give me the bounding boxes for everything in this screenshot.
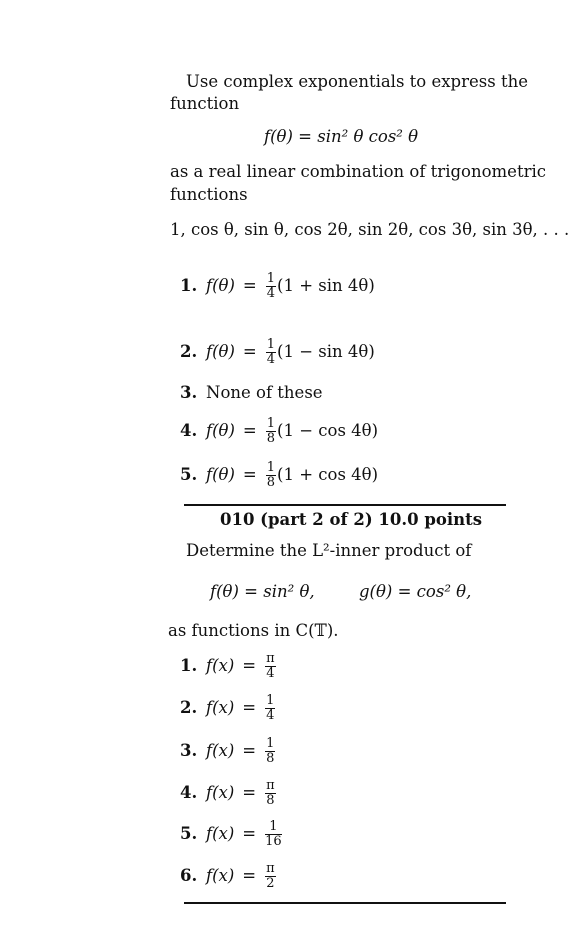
- choice-lhs: f(x): [206, 698, 235, 717]
- choice-number: 2.: [180, 698, 198, 717]
- choice-number: 5.: [180, 465, 198, 484]
- q9-choice-4[interactable]: 4. f(θ) = $\frac{1}{8}$ (1 − cos 4θ): [180, 416, 379, 446]
- section-divider: [184, 504, 506, 506]
- q9-combo-line1: as a real linear combination of trigonometric: [170, 162, 546, 181]
- fraction: $\frac{\pi}{2}$: [266, 861, 275, 891]
- fraction: $\frac{1}{8}$: [266, 460, 276, 490]
- q10-g-definition: g(θ) = cos² θ,: [359, 582, 472, 601]
- choice-number: 1.: [180, 656, 198, 675]
- choice-lhs: f(θ): [206, 421, 235, 440]
- choice-rest: (1 + sin 4θ): [277, 276, 375, 295]
- choice-rest: (1 + cos 4θ): [277, 465, 379, 484]
- q9-basis-list: 1, cos θ, sin θ, cos 2θ, sin 2θ, cos 3θ, sin 3θ, . . .: [170, 220, 570, 239]
- q10-choice-3[interactable]: 3. f(x) = $\frac{1}{8}$: [180, 736, 275, 766]
- choice-lhs: f(x): [206, 741, 235, 760]
- q9-function-display: f(θ) = sin² θ cos² θ: [264, 127, 419, 146]
- q10-choice-5[interactable]: 5. f(x) = $\frac{1}{16}$: [180, 819, 282, 849]
- q10-choice-6[interactable]: 6. f(x) = $\frac{\pi}{2}$: [180, 861, 275, 891]
- q9-intro-line1: Use complex exponentials to express the: [186, 72, 528, 91]
- q10-prompt: Determine the L²-inner product of: [186, 541, 472, 560]
- choice-lhs: f(x): [206, 783, 235, 802]
- q10-choice-2[interactable]: 2. f(x) = $\frac{1}{4}$: [180, 693, 275, 723]
- q10-header: 010 (part 2 of 2) 10.0 points: [220, 510, 483, 529]
- q10-f-definition: f(θ) = sin² θ,: [210, 582, 315, 601]
- q9-choice-1[interactable]: 1. f(θ) = $\frac{1}{4}$ (1 + sin 4θ): [180, 271, 375, 301]
- fraction: $\frac{\pi}{8}$: [266, 778, 275, 808]
- q9-intro-line2: function: [170, 94, 240, 113]
- q10-choice-1[interactable]: 1. f(x) = $\frac{\pi}{4}$: [180, 651, 275, 681]
- choice-number: 6.: [180, 866, 198, 885]
- fraction: $\frac{1}{4}$: [266, 271, 276, 301]
- choice-lhs: f(θ): [206, 276, 235, 295]
- choice-rest: (1 − sin 4θ): [277, 342, 375, 361]
- fraction: $\frac{1}{8}$: [266, 736, 275, 766]
- q9-choice-5[interactable]: 5. f(θ) = $\frac{1}{8}$ (1 + cos 4θ): [180, 460, 379, 490]
- choice-number: 3.: [180, 741, 198, 760]
- choice-number: 2.: [180, 342, 198, 361]
- q10-choice-4[interactable]: 4. f(x) = $\frac{\pi}{8}$: [180, 778, 275, 808]
- fraction: $\frac{\pi}{4}$: [266, 651, 275, 681]
- fraction: $\frac{1}{4}$: [266, 337, 276, 367]
- choice-number: 4.: [180, 421, 198, 440]
- bottom-divider: [184, 902, 506, 904]
- choice-lhs: f(x): [206, 824, 235, 843]
- q9-choice-3[interactable]: [180, 383, 323, 402]
- choice-lhs: f(θ): [206, 465, 235, 484]
- q9-choice-2[interactable]: 2. f(θ) = $\frac{1}{4}$ (1 − sin 4θ): [180, 337, 375, 367]
- choice-number: 1.: [180, 276, 198, 295]
- fraction: $\frac{1}{8}$: [266, 416, 276, 446]
- choice-lhs: f(x): [206, 866, 235, 885]
- choice-text: None of these: [206, 383, 323, 402]
- q10-context: as functions in C(𝕋).: [168, 621, 339, 640]
- choice-lhs: f(θ): [206, 342, 235, 361]
- fraction: $\frac{1}{16}$: [265, 819, 282, 849]
- fraction: $\frac{1}{4}$: [266, 693, 275, 723]
- q9-combo-line2: functions: [170, 185, 248, 204]
- choice-number: 4.: [180, 783, 198, 802]
- choice-rest: (1 − cos 4θ): [277, 421, 379, 440]
- choice-number: 5.: [180, 824, 198, 843]
- choice-number: 3.: [180, 383, 198, 402]
- choice-lhs: f(x): [206, 656, 235, 675]
